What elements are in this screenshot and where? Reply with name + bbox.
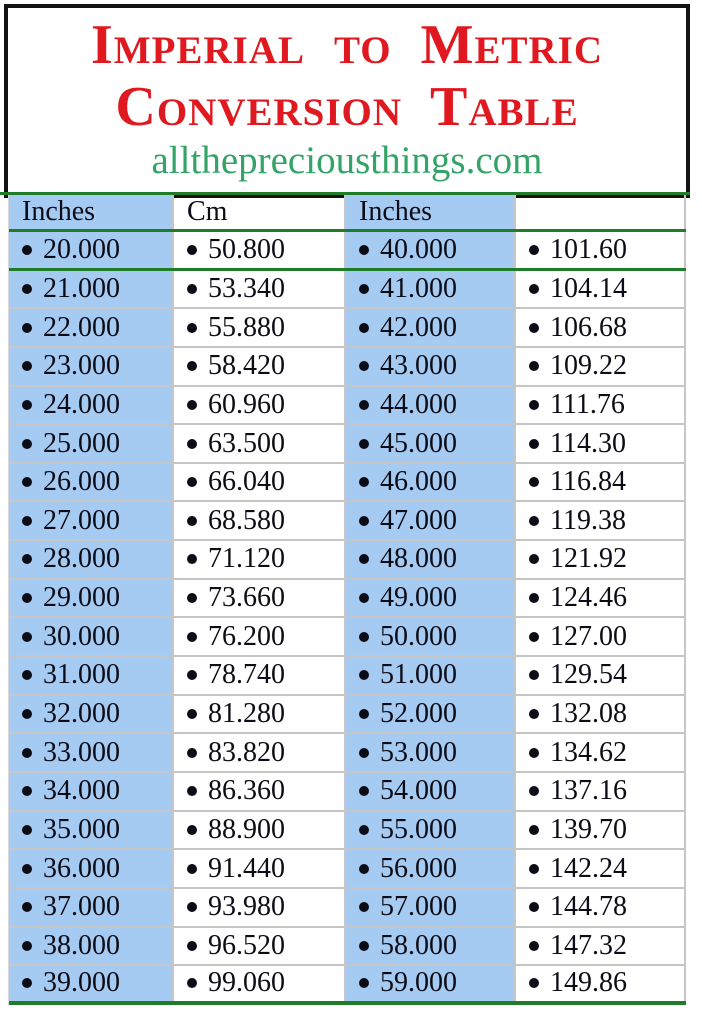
cm-cell-right <box>516 541 686 578</box>
cm-cell-right <box>516 657 686 694</box>
cm-value-left: 68.580 <box>208 504 285 536</box>
cm-cell-left <box>174 502 346 539</box>
inches-cell-left <box>9 966 174 1001</box>
bullet-icon <box>187 361 197 371</box>
inches-cell-left <box>9 812 174 849</box>
cm-value-right: 137.16 <box>550 775 627 807</box>
inches-cell-left <box>9 696 174 733</box>
inches-cell-left <box>9 502 174 539</box>
bullet-icon <box>359 593 369 603</box>
cm-cell-left <box>174 928 346 965</box>
inches-cell-right <box>346 580 516 617</box>
bullet-icon <box>22 245 32 255</box>
cm-value-left: 86.360 <box>208 775 285 807</box>
cm-cell-left <box>174 966 346 1001</box>
inches-value-left: 24.000 <box>43 388 120 420</box>
inches-value-left: 28.000 <box>43 543 120 575</box>
inches-cell-right <box>346 850 516 887</box>
bullet-icon <box>22 825 32 835</box>
cm-cell-left <box>174 541 346 578</box>
inches-cell-left <box>9 618 174 655</box>
bullet-icon <box>359 632 369 642</box>
cm-value-right: 127.00 <box>550 620 627 652</box>
cm-value-left: 88.900 <box>208 813 285 845</box>
cm-value-left: 83.820 <box>208 736 285 768</box>
bullet-icon <box>187 632 197 642</box>
cm-value-left: 91.440 <box>208 852 285 884</box>
cm-value-left: 63.500 <box>208 427 285 459</box>
inches-value-left: 26.000 <box>43 466 120 498</box>
inches-value-right: 42.000 <box>380 311 457 343</box>
bullet-icon <box>187 284 197 294</box>
bullet-icon <box>359 554 369 564</box>
bullet-icon <box>529 670 539 680</box>
bullet-icon <box>22 516 32 526</box>
inches-cell-right <box>346 657 516 694</box>
cm-value-right: 124.46 <box>550 582 627 614</box>
cm-value-left: 99.060 <box>208 967 285 999</box>
inches-value-right: 56.000 <box>380 852 457 884</box>
cm-cell-left <box>174 580 346 617</box>
inches-cell-right <box>346 541 516 578</box>
bullet-icon <box>187 902 197 912</box>
inches-cell-right <box>346 387 516 424</box>
bullet-icon <box>359 670 369 680</box>
cm-value-right: 121.92 <box>550 543 627 575</box>
inches-cell-left <box>9 387 174 424</box>
cm-cell-right <box>516 618 686 655</box>
cm-value-right: 132.08 <box>550 698 627 729</box>
cm-value-right: 106.68 <box>550 311 627 343</box>
bullet-icon <box>529 554 539 564</box>
inches-value-right: 47.000 <box>380 504 457 536</box>
inches-cell-left <box>9 889 174 926</box>
cm-value-left: 73.660 <box>208 582 285 614</box>
cm-cell-left <box>174 618 346 655</box>
inches-value-left: 25.000 <box>43 427 120 459</box>
cm-cell-right <box>516 309 686 346</box>
bullet-icon <box>22 709 32 719</box>
inches-value-right: 44.000 <box>380 388 457 420</box>
cm-value-right: 114.30 <box>550 427 626 459</box>
bullet-icon <box>359 516 369 526</box>
cm-cell-left <box>174 850 346 887</box>
cm-cell-right <box>516 271 686 308</box>
inches-cell-right <box>346 464 516 501</box>
inches-cell-right <box>346 696 516 733</box>
bullet-icon <box>187 593 197 603</box>
table-row <box>9 850 686 889</box>
bullet-icon <box>22 748 32 758</box>
table-row <box>9 232 686 271</box>
bullet-icon <box>529 516 539 526</box>
cm-value-left: 53.340 <box>208 272 285 304</box>
bullet-icon <box>529 902 539 912</box>
cm-value-right: 134.62 <box>550 736 627 768</box>
cm-cell-left <box>174 773 346 810</box>
bullet-icon <box>187 439 197 449</box>
bullet-icon <box>22 941 32 951</box>
cm-value-right: 149.86 <box>550 967 627 999</box>
inches-cell-left <box>9 309 174 346</box>
inches-value-right: 49.000 <box>380 582 457 614</box>
bullet-icon <box>529 593 539 603</box>
bullet-icon <box>529 786 539 796</box>
cm-cell-left <box>174 464 346 501</box>
bullet-icon <box>359 477 369 487</box>
cm-value-right: 119.38 <box>550 504 626 536</box>
bullet-icon <box>187 748 197 758</box>
bullet-icon <box>22 670 32 680</box>
bullet-icon <box>359 786 369 796</box>
cm-value-left: 93.980 <box>208 891 285 923</box>
inches-cell-left <box>9 425 174 462</box>
column-header-cm-right <box>516 195 686 229</box>
table-row <box>9 812 686 851</box>
inches-cell-right <box>346 618 516 655</box>
table-row <box>9 928 686 967</box>
inches-value-left: 23.000 <box>43 350 120 382</box>
bullet-icon <box>529 709 539 719</box>
inches-value-right: 51.000 <box>380 659 457 691</box>
bullet-icon <box>22 902 32 912</box>
inches-value-left: 31.000 <box>43 659 120 691</box>
inches-value-left: 34.000 <box>43 775 120 807</box>
bullet-icon <box>22 284 32 294</box>
inches-value-right: 45.000 <box>380 427 457 459</box>
cm-value-left: 81.280 <box>208 698 285 729</box>
cm-value-left: 96.520 <box>208 929 285 961</box>
bullet-icon <box>22 554 32 564</box>
inches-value-right: 41.000 <box>380 272 457 304</box>
inches-cell-left <box>9 348 174 385</box>
table-row <box>9 580 686 619</box>
bullet-icon <box>529 361 539 371</box>
inches-value-right: 58.000 <box>380 929 457 961</box>
bullet-icon <box>187 516 197 526</box>
cm-cell-right <box>516 928 686 965</box>
cm-value-right: 104.14 <box>550 272 627 304</box>
bullet-icon <box>187 670 197 680</box>
inches-value-left: 20.000 <box>43 233 120 265</box>
cm-cell-right <box>516 464 686 501</box>
bullet-icon <box>187 978 197 988</box>
cm-cell-left <box>174 387 346 424</box>
cm-cell-left <box>174 734 346 771</box>
table-row <box>9 502 686 541</box>
cm-value-right: 147.32 <box>550 929 627 961</box>
inches-value-right: 50.000 <box>380 620 457 652</box>
cm-cell-left <box>174 696 346 733</box>
bullet-icon <box>529 439 539 449</box>
bullet-icon <box>529 323 539 333</box>
cm-cell-left <box>174 348 346 385</box>
bullet-icon <box>359 245 369 255</box>
table-body <box>9 232 686 1005</box>
header-box <box>4 4 690 198</box>
cm-value-left: 76.200 <box>208 620 285 652</box>
bullet-icon <box>529 825 539 835</box>
inches-cell-right <box>346 271 516 308</box>
cm-cell-right <box>516 502 686 539</box>
bullet-icon <box>359 825 369 835</box>
bullet-icon <box>529 748 539 758</box>
inches-value-left: 22.000 <box>43 311 120 343</box>
page-title-line-2: Conversion Table <box>115 76 579 138</box>
inches-value-left: 37.000 <box>43 891 120 923</box>
cm-cell-left <box>174 425 346 462</box>
bullet-icon <box>529 941 539 951</box>
bullet-icon <box>187 245 197 255</box>
inches-value-left: 30.000 <box>43 620 120 652</box>
bullet-icon <box>359 902 369 912</box>
inches-cell-left <box>9 773 174 810</box>
cm-value-left: 71.120 <box>208 543 285 575</box>
bullet-icon <box>359 978 369 988</box>
cm-cell-left <box>174 271 346 308</box>
cm-cell-right <box>516 812 686 849</box>
inches-cell-left <box>9 464 174 501</box>
cm-cell-right <box>516 348 686 385</box>
inches-cell-right <box>346 812 516 849</box>
cm-value-right: 129.54 <box>550 659 627 691</box>
bullet-icon <box>359 400 369 410</box>
table-row <box>9 966 686 1005</box>
inches-value-right: 48.000 <box>380 543 457 575</box>
cm-cell-right <box>516 232 686 268</box>
inches-value-left: 27.000 <box>43 504 120 536</box>
inches-value-right: 46.000 <box>380 466 457 498</box>
bullet-icon <box>529 245 539 255</box>
table-row <box>9 889 686 928</box>
cm-value-left: 50.800 <box>208 233 285 265</box>
bullet-icon <box>359 748 369 758</box>
table-row <box>9 618 686 657</box>
inches-value-right: 52.000 <box>380 698 457 729</box>
inches-cell-left <box>9 271 174 308</box>
cm-value-left: 78.740 <box>208 659 285 691</box>
bullet-icon <box>187 400 197 410</box>
conversion-table <box>8 195 686 1005</box>
inches-cell-right <box>346 966 516 1001</box>
inches-value-left: 32.000 <box>43 698 120 729</box>
inches-cell-left <box>9 541 174 578</box>
inches-cell-left <box>9 580 174 617</box>
cm-value-right: 116.84 <box>550 466 626 498</box>
inches-value-right: 43.000 <box>380 350 457 382</box>
bullet-icon <box>187 323 197 333</box>
bullet-icon <box>359 284 369 294</box>
bullet-icon <box>22 400 32 410</box>
bullet-icon <box>187 786 197 796</box>
table-row <box>9 425 686 464</box>
bullet-icon <box>529 978 539 988</box>
cm-cell-right <box>516 387 686 424</box>
bullet-icon <box>187 864 197 874</box>
bullet-icon <box>187 941 197 951</box>
cm-cell-right <box>516 850 686 887</box>
table-row <box>9 734 686 773</box>
cm-value-left: 58.420 <box>208 350 285 382</box>
bullet-icon <box>187 477 197 487</box>
table-row <box>9 657 686 696</box>
cm-cell-right <box>516 773 686 810</box>
inches-cell-right <box>346 232 516 268</box>
column-header-inches-right: Inches <box>346 195 516 229</box>
bullet-icon <box>529 400 539 410</box>
bullet-icon <box>359 439 369 449</box>
cm-value-right: 111.76 <box>550 388 625 420</box>
inches-cell-right <box>346 734 516 771</box>
inches-cell-right <box>346 502 516 539</box>
table-header-row <box>9 195 686 232</box>
inches-cell-right <box>346 889 516 926</box>
inches-cell-right <box>346 348 516 385</box>
table-row <box>9 271 686 310</box>
bullet-icon <box>529 632 539 642</box>
inches-value-right: 59.000 <box>380 967 457 999</box>
cm-cell-left <box>174 889 346 926</box>
page-title-line-1: Imperial to Metric <box>91 14 603 76</box>
table-row <box>9 309 686 348</box>
website-text: allthepreciousthings.com <box>151 139 543 182</box>
bullet-icon <box>22 864 32 874</box>
bullet-icon <box>22 978 32 988</box>
table-row <box>9 348 686 387</box>
inches-value-left: 21.000 <box>43 272 120 304</box>
cm-cell-right <box>516 425 686 462</box>
inches-cell-left <box>9 232 174 268</box>
bullet-icon <box>359 864 369 874</box>
table-row <box>9 464 686 503</box>
bullet-icon <box>529 864 539 874</box>
bullet-icon <box>187 825 197 835</box>
bullet-icon <box>359 709 369 719</box>
cm-value-left: 60.960 <box>208 388 285 420</box>
inches-value-right: 55.000 <box>380 813 457 845</box>
bullet-icon <box>22 439 32 449</box>
bullet-icon <box>359 323 369 333</box>
bullet-icon <box>359 941 369 951</box>
cm-cell-right <box>516 734 686 771</box>
cm-cell-left <box>174 232 346 268</box>
cm-cell-left <box>174 812 346 849</box>
inches-value-left: 35.000 <box>43 813 120 845</box>
table-row <box>9 387 686 426</box>
bullet-icon <box>187 709 197 719</box>
bullet-icon <box>187 554 197 564</box>
inches-value-left: 29.000 <box>43 582 120 614</box>
column-header-cm-left: Cm <box>174 195 346 229</box>
cm-value-right: 144.78 <box>550 891 627 923</box>
cm-value-right: 142.24 <box>550 852 627 884</box>
bullet-icon <box>359 361 369 371</box>
bullet-icon <box>529 284 539 294</box>
cm-cell-right <box>516 580 686 617</box>
bullet-icon <box>22 593 32 603</box>
cm-value-left: 55.880 <box>208 311 285 343</box>
bullet-icon <box>529 477 539 487</box>
column-header-inches-left: Inches <box>9 195 174 229</box>
cm-value-left: 66.040 <box>208 466 285 498</box>
inches-value-right: 53.000 <box>380 736 457 768</box>
inches-cell-left <box>9 928 174 965</box>
inches-value-left: 33.000 <box>43 736 120 768</box>
inches-cell-left <box>9 657 174 694</box>
inches-cell-right <box>346 773 516 810</box>
inches-cell-left <box>9 850 174 887</box>
cm-value-right: 109.22 <box>550 350 627 382</box>
inches-cell-right <box>346 425 516 462</box>
inches-value-left: 39.000 <box>43 967 120 999</box>
bullet-icon <box>22 323 32 333</box>
cm-value-right: 101.60 <box>550 233 627 265</box>
inches-value-left: 38.000 <box>43 929 120 961</box>
bullet-icon <box>22 477 32 487</box>
bullet-icon <box>22 632 32 642</box>
cm-cell-right <box>516 889 686 926</box>
cm-value-right: 139.70 <box>550 813 627 845</box>
table-row <box>9 696 686 735</box>
cm-cell-left <box>174 309 346 346</box>
bullet-icon <box>22 361 32 371</box>
inches-value-left: 36.000 <box>43 852 120 884</box>
inches-cell-right <box>346 928 516 965</box>
table-row <box>9 541 686 580</box>
inches-cell-left <box>9 734 174 771</box>
inches-value-right: 40.000 <box>380 233 457 265</box>
inches-value-right: 57.000 <box>380 891 457 923</box>
inches-value-right: 54.000 <box>380 775 457 807</box>
inches-cell-right <box>346 309 516 346</box>
bullet-icon <box>22 786 32 796</box>
cm-cell-right <box>516 696 686 733</box>
cm-cell-left <box>174 657 346 694</box>
cm-cell-right <box>516 966 686 1001</box>
table-row <box>9 773 686 812</box>
